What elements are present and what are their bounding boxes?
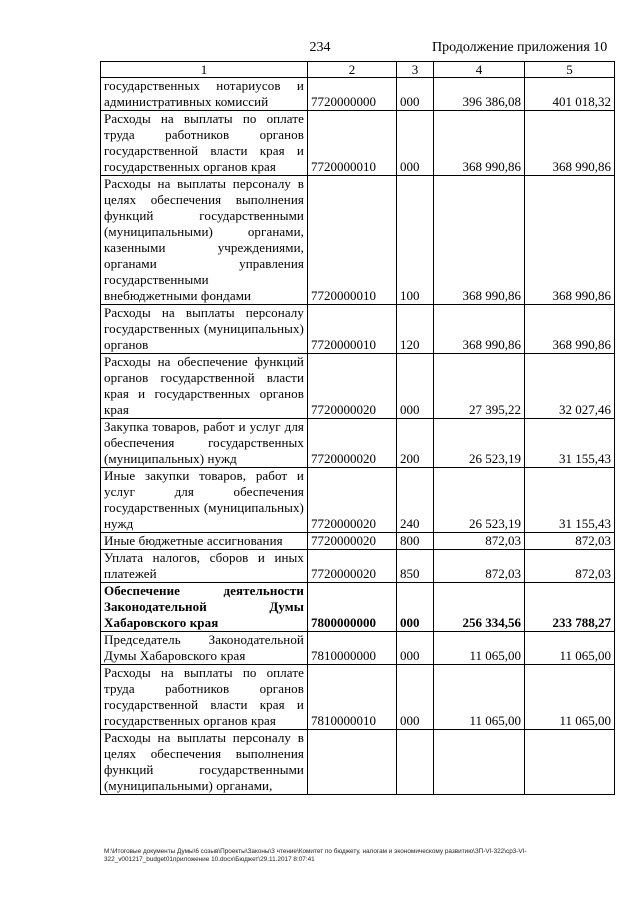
amount-year-1: 27 395,22 <box>434 354 525 419</box>
budget-table <box>100 61 615 795</box>
table-row <box>101 632 615 665</box>
row-description: Расходы на выплаты персоналу в целях обеспечения выполнения функций государственными (муниципальными) органами, казенными учреждениями, органами управления государственными внебюджетными фондами <box>101 176 308 305</box>
amount-year-1: 11 065,00 <box>434 665 525 730</box>
row-description: Расходы на выплаты персоналу государственных (муниципальных) органов <box>101 305 308 354</box>
expense-type: 850 <box>397 550 434 583</box>
amount-year-2: 872,03 <box>525 550 615 583</box>
column-header: 5 <box>525 62 615 78</box>
amount-year-2: 401 018,32 <box>525 78 615 111</box>
expense-type: 000 <box>397 78 434 111</box>
expense-type: 000 <box>397 111 434 176</box>
expense-type: 800 <box>397 533 434 550</box>
amount-year-1: 396 386,08 <box>434 78 525 111</box>
header-row <box>101 62 615 78</box>
table-row <box>101 533 615 550</box>
table-row <box>101 111 615 176</box>
row-description: Расходы на выплаты по оплате труда работников органов государственной власти края и государственных органов края <box>101 665 308 730</box>
table-row-section <box>101 583 615 632</box>
table-row <box>101 665 615 730</box>
table-row <box>101 468 615 533</box>
row-description: Закупка товаров, работ и услуг для обеспечения государственных (муниципальных) нужд <box>101 419 308 468</box>
row-description: Иные закупки товаров, работ и услуг для обеспечения государственных (муниципальных) нужд <box>101 468 308 533</box>
amount-year-2: 368 990,86 <box>525 176 615 305</box>
row-description: Расходы на обеспечение функций органов государственной власти края и государственных органов края <box>101 354 308 419</box>
target-code <box>308 730 397 795</box>
table-row <box>101 550 615 583</box>
target-code: 7810000010 <box>308 665 397 730</box>
column-header: 3 <box>397 62 434 78</box>
expense-type: 100 <box>397 176 434 305</box>
table-row <box>101 305 615 354</box>
row-description: Иные бюджетные ассигнования <box>101 533 308 550</box>
target-code: 7720000020 <box>308 354 397 419</box>
continuation-caption: Продолжение приложения 10 <box>432 40 608 55</box>
target-code: 7720000020 <box>308 533 397 550</box>
expense-type: 000 <box>397 354 434 419</box>
table-row <box>101 730 615 795</box>
expense-type: 000 <box>397 583 434 632</box>
column-header: 4 <box>434 62 525 78</box>
expense-type: 240 <box>397 468 434 533</box>
amount-year-1: 368 990,86 <box>434 305 525 354</box>
column-header: 1 <box>101 62 308 78</box>
target-code: 7720000000 <box>308 78 397 111</box>
expense-type <box>397 730 434 795</box>
file-path-footer: M:\Итоговые документы Думы\6 созыв\Проекты\Законы\3 чтение\Комитет по бюджету, налогам и экономическому развитию\ЗП-VI-322\ср3-VI-322_v001217_budget01приложение 10.docx\Бюджет\29.11.2017 8:07:41 <box>104 848 527 863</box>
amount-year-1: 872,03 <box>434 533 525 550</box>
row-description: Расходы на выплаты персоналу в целях обеспечения выполнения функций государственными (муниципальными) органами, <box>101 730 308 795</box>
amount-year-1: 368 990,86 <box>434 111 525 176</box>
expense-type: 200 <box>397 419 434 468</box>
amount-year-2: 872,03 <box>525 533 615 550</box>
amount-year-2: 11 065,00 <box>525 632 615 665</box>
target-code: 7720000010 <box>308 176 397 305</box>
amount-year-1: 368 990,86 <box>434 176 525 305</box>
row-description: Председатель Законодательной Думы Хабаровского края <box>101 632 308 665</box>
row-description: Обеспечение деятельности Законодательной Думы Хабаровского края <box>101 583 308 632</box>
target-code: 7720000020 <box>308 419 397 468</box>
target-code: 7720000010 <box>308 305 397 354</box>
amount-year-2: 368 990,86 <box>525 305 615 354</box>
table-row <box>101 354 615 419</box>
row-description: Расходы на выплаты по оплате труда работников органов государственной власти края и государственных органов края <box>101 111 308 176</box>
row-description: Уплата налогов, сборов и иных платежей <box>101 550 308 583</box>
amount-year-1: 11 065,00 <box>434 632 525 665</box>
amount-year-1 <box>434 730 525 795</box>
target-code: 7800000000 <box>308 583 397 632</box>
amount-year-2: 31 155,43 <box>525 468 615 533</box>
amount-year-2: 32 027,46 <box>525 354 615 419</box>
page-number: 234 <box>309 40 331 55</box>
target-code: 7720000020 <box>308 468 397 533</box>
target-code: 7720000010 <box>308 111 397 176</box>
expense-type: 120 <box>397 305 434 354</box>
amount-year-2: 233 788,27 <box>525 583 615 632</box>
amount-year-2: 31 155,43 <box>525 419 615 468</box>
table-row <box>101 176 615 305</box>
table-row <box>101 419 615 468</box>
expense-type: 000 <box>397 665 434 730</box>
amount-year-1: 256 334,56 <box>434 583 525 632</box>
amount-year-2: 11 065,00 <box>525 665 615 730</box>
amount-year-1: 26 523,19 <box>434 468 525 533</box>
amount-year-2 <box>525 730 615 795</box>
table-row <box>101 78 615 111</box>
amount-year-2: 368 990,86 <box>525 111 615 176</box>
column-header: 2 <box>308 62 397 78</box>
expense-type: 000 <box>397 632 434 665</box>
target-code: 7810000000 <box>308 632 397 665</box>
amount-year-1: 872,03 <box>434 550 525 583</box>
target-code: 7720000020 <box>308 550 397 583</box>
row-description: государственных нотариусов и административных комиссий <box>101 78 308 111</box>
amount-year-1: 26 523,19 <box>434 419 525 468</box>
